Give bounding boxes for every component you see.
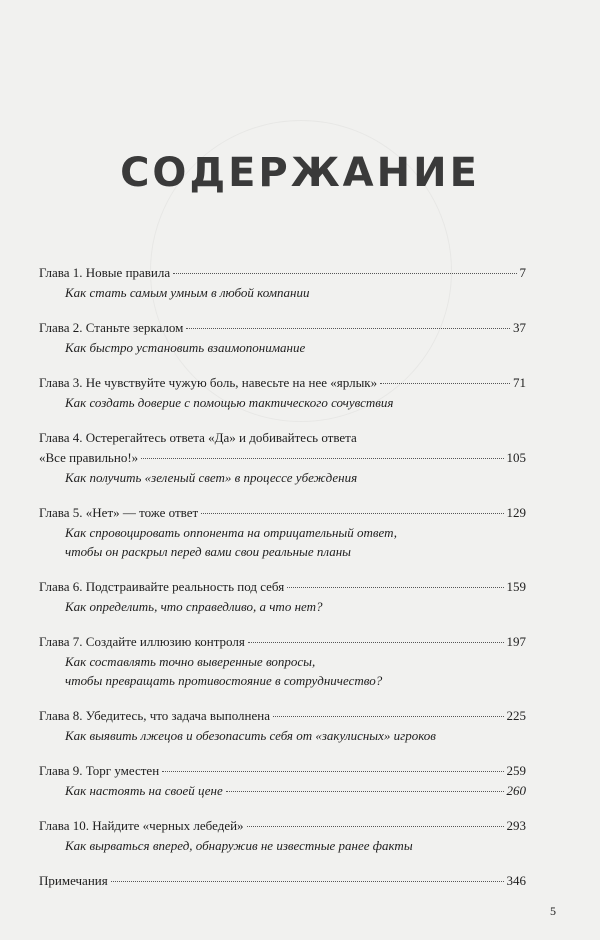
dot-leader — [141, 458, 503, 459]
dot-leader — [201, 513, 503, 514]
chapter-title: Глава 7. Создайте иллюзию контроля — [39, 634, 245, 649]
chapter-subtitle: Как получить «зеленый свет» в процессе убеждения — [65, 470, 358, 485]
dot-leader — [247, 826, 504, 827]
toc-entry — [39, 263, 526, 302]
chapter-title: Глава 5. «Нет» — тоже ответ — [39, 505, 199, 520]
chapter-subtitle: чтобы превращать противостояние в сотрудничество? — [65, 673, 383, 688]
page-title: СОДЕРЖАНИЕ — [120, 150, 480, 196]
chapter-page: 37 — [513, 320, 526, 335]
chapter-subtitle: Как быстро установить взаимопонимание — [65, 340, 306, 355]
dot-leader — [380, 383, 510, 384]
chapter-title: Глава 1. Новые правила — [39, 265, 171, 280]
chapter-line — [39, 577, 526, 597]
chapter-subtitle: Как спровоцировать оппонента на отрицательный ответ, — [65, 525, 398, 540]
chapter-title: Глава 6. Подстраивайте реальность под себя — [39, 579, 285, 594]
chapter-line — [39, 706, 526, 726]
dot-leader — [226, 791, 504, 792]
toc-entry — [39, 816, 526, 855]
chapter-line — [39, 373, 526, 393]
table-of-contents — [39, 263, 526, 891]
subtitle-page: 260 — [506, 783, 526, 798]
dot-leader — [186, 328, 510, 329]
chapter-line — [39, 632, 526, 652]
toc-entry — [39, 503, 526, 561]
toc-entry — [39, 373, 526, 412]
toc-entry — [39, 761, 526, 800]
dot-leader — [287, 587, 503, 588]
chapter-title: Глава 8. Убедитесь, что задача выполнена — [39, 708, 270, 723]
chapter-subtitle-line — [39, 781, 526, 800]
toc-entry — [39, 632, 526, 690]
chapter-page: 129 — [506, 505, 526, 520]
chapter-subtitle: Как вырваться вперед, обнаружив не известные ранее факты — [65, 838, 413, 853]
chapter-title: Глава 2. Станьте зеркалом — [39, 320, 184, 335]
dot-leader — [162, 771, 503, 772]
chapter-subtitle: чтобы он раскрыл перед вами свои реальные планы — [65, 544, 351, 559]
chapter-title: «Все правильно!» — [39, 450, 139, 465]
chapter-title: Глава 9. Торг уместен — [39, 763, 160, 778]
chapter-subtitle: Как составлять точно выверенные вопросы, — [65, 654, 316, 669]
chapter-line — [39, 503, 526, 523]
chapter-page: 197 — [506, 634, 526, 649]
chapter-page: 225 — [506, 708, 526, 723]
chapter-subtitle: Как определить, что справедливо, а что нет? — [65, 599, 323, 614]
page-number: 5 — [550, 904, 556, 918]
dot-leader — [248, 642, 504, 643]
dot-leader — [111, 881, 504, 882]
toc-entry — [39, 871, 526, 891]
chapter-line — [39, 448, 526, 468]
notes-title: Примечания — [39, 873, 108, 888]
chapter-subtitle: Как создать доверие с помощью тактического сочувствия — [65, 395, 394, 410]
toc-entry — [39, 706, 526, 745]
chapter-page: 293 — [506, 818, 526, 833]
dot-leader — [173, 273, 516, 274]
chapter-subtitle: Как настоять на своей цене — [65, 783, 223, 798]
chapter-line — [39, 318, 526, 338]
chapter-line — [39, 263, 526, 283]
chapter-subtitle: Как выявить лжецов и обезопасить себя от «закулисных» игроков — [65, 728, 436, 743]
chapter-page: 71 — [513, 375, 526, 390]
toc-entry — [39, 428, 526, 487]
chapter-line — [39, 816, 526, 836]
notes-page: 346 — [506, 873, 526, 888]
dot-leader — [273, 716, 504, 717]
chapter-line — [39, 871, 526, 891]
chapter-page: 7 — [519, 265, 526, 280]
chapter-subtitle: Как стать самым умным в любой компании — [65, 285, 310, 300]
toc-entry — [39, 318, 526, 357]
chapter-title: Глава 3. Не чувствуйте чужую боль, навесьте на нее «ярлык» — [39, 375, 378, 390]
toc-entry — [39, 577, 526, 616]
chapter-line — [39, 761, 526, 781]
chapter-title: Глава 10. Найдите «черных лебедей» — [39, 818, 244, 833]
chapter-page: 159 — [506, 579, 526, 594]
chapter-title-line1: Глава 4. Остерегайтесь ответа «Да» и добивайтесь ответа — [39, 430, 357, 445]
chapter-page: 105 — [506, 450, 526, 465]
chapter-page: 259 — [506, 763, 526, 778]
